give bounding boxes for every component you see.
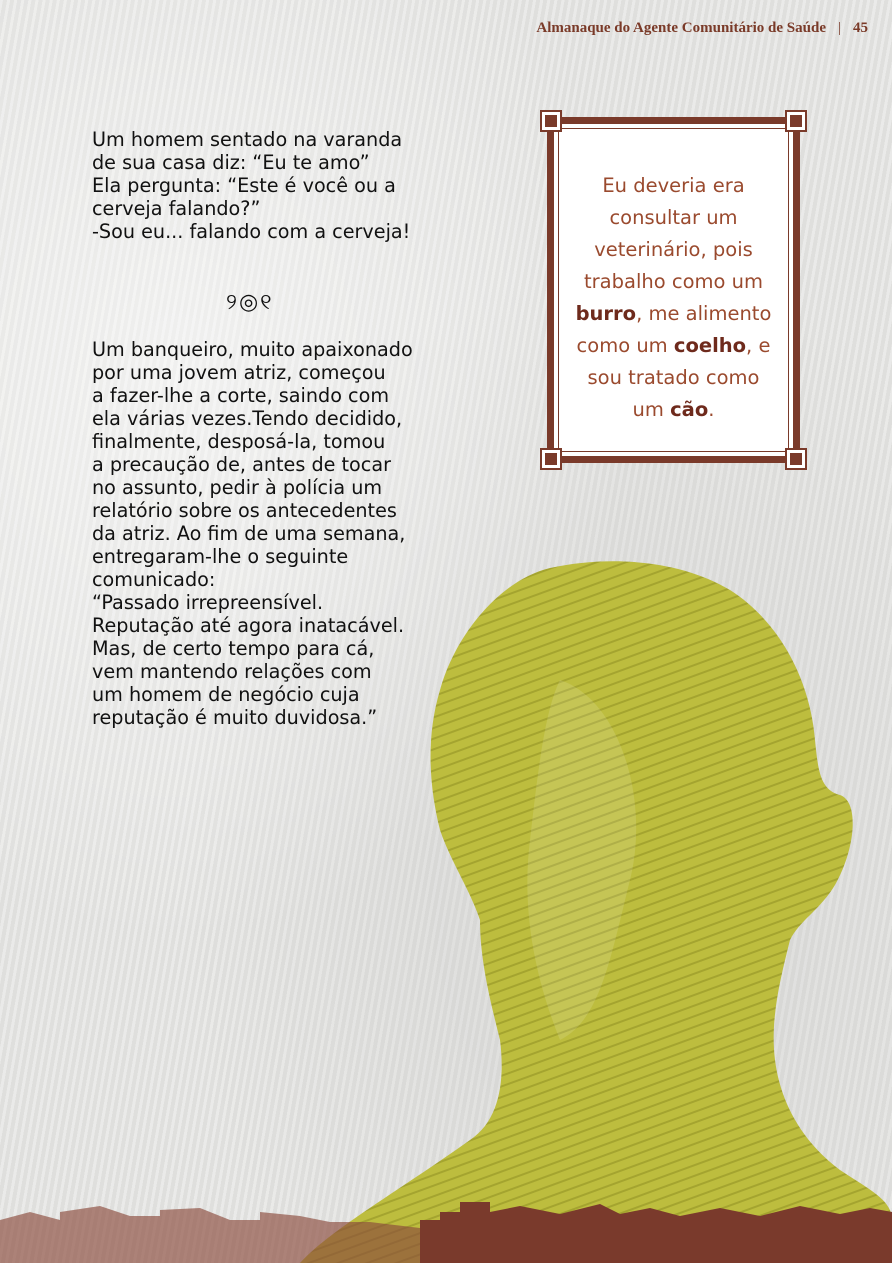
man-head-silhouette-icon <box>0 540 892 1263</box>
publication-title: Almanaque do Agente Comunitário de Saúde <box>536 20 826 36</box>
header-separator: | <box>837 20 841 36</box>
quote-part: , e sou tratado como um <box>587 334 771 421</box>
corner-ornament-icon <box>542 112 560 130</box>
quote-bold-word: coelho <box>673 334 747 357</box>
corner-ornament-icon <box>542 450 560 468</box>
quote-box <box>547 117 800 463</box>
quote-part: . <box>708 398 715 421</box>
page-number: 45 <box>853 20 868 36</box>
quote-bold-word: cão <box>670 398 709 421</box>
quote-part: , me alimento como um <box>576 302 772 357</box>
quote-text <box>572 170 775 426</box>
corner-ornament-icon <box>787 112 805 130</box>
running-head <box>536 20 868 37</box>
ornament-divider-icon: ୨◎୧ <box>226 290 274 315</box>
quote-part: Eu deveria era consultar um veterinário, pois trabalho como um <box>584 174 763 293</box>
quote-bold-word: burro <box>575 302 637 325</box>
joke-banker: Um banqueiro, muito apaixonado por uma jovem atriz, começou a fazer-lhe a corte, saindo com ela várias vezes.Tendo decidido, finalmente, desposá-la, tomou a precaução de, antes de tocar no assunto, pedir à polícia um relatório sobre os antecedentes da atriz. Ao fim de uma semana, entregaram-lhe o seguinte comunicado: “Passado irrepreensível. Reputação até agora inatacável. Mas, de certo tempo para cá, vem mantendo relações com um homem de negócio cuja reputação é muito duvidosa.” <box>92 338 413 729</box>
corner-ornament-icon <box>787 450 805 468</box>
joke-porch: Um homem sentado na varanda de sua casa diz: “Eu te amo” Ela pergunta: “Este é você ou a cerveja falando?” -Sou eu... falando com a cerveja! <box>92 128 411 243</box>
village-houses <box>0 1206 420 1263</box>
